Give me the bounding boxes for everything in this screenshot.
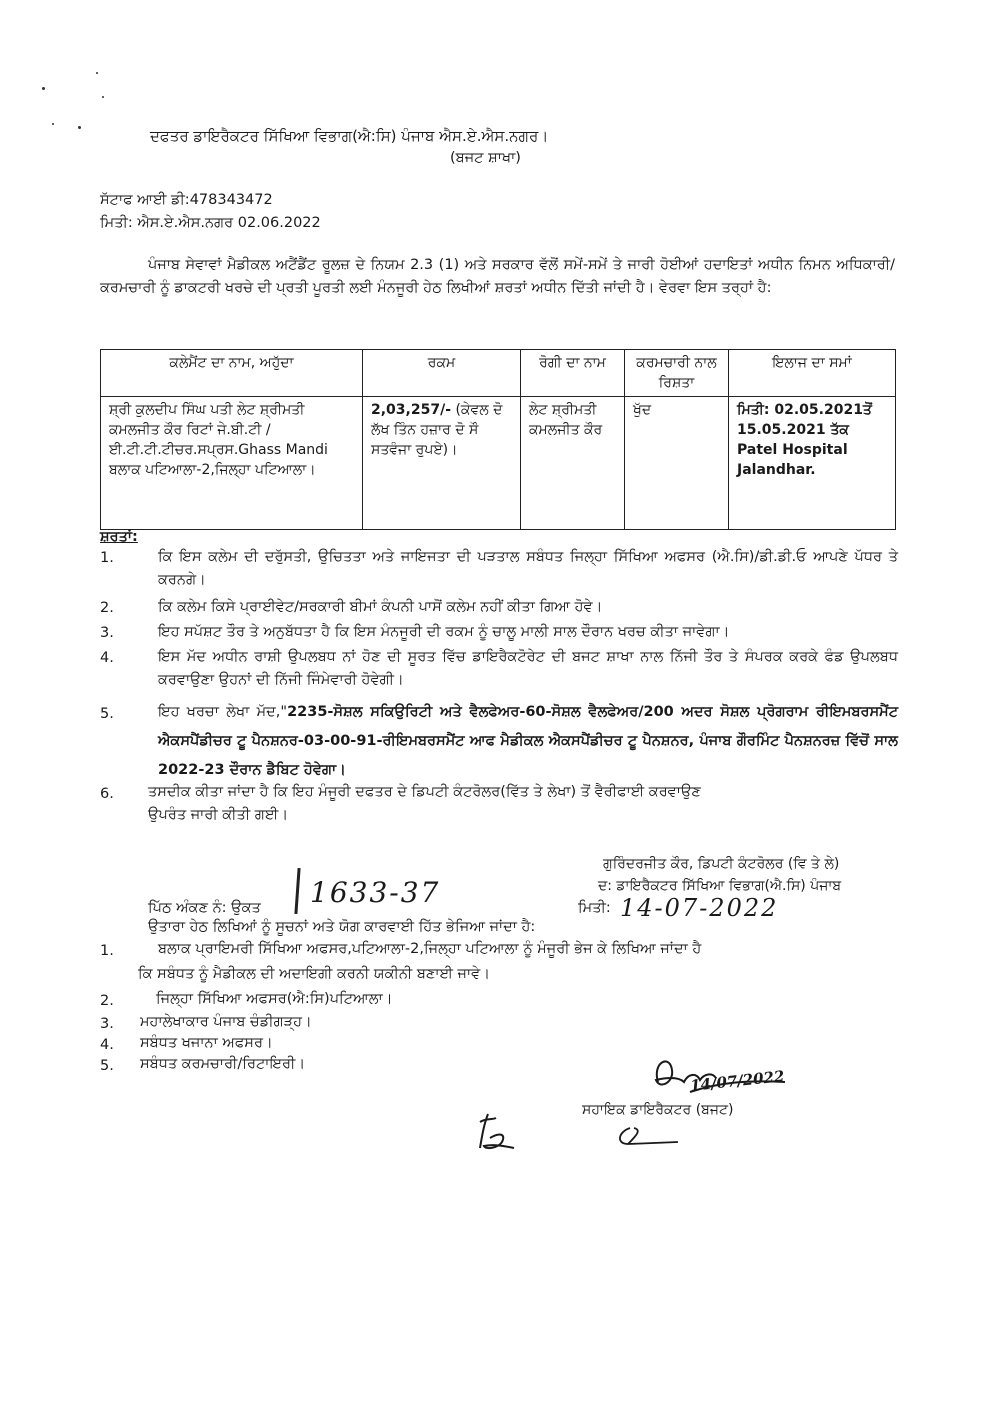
budget-head-lead: ਇਹ ਖਰਚਾ ਲੇਖਾ ਮੱਦ," <box>158 704 288 720</box>
handwritten-bracket <box>294 868 300 914</box>
scan-speck <box>96 72 98 74</box>
condition-number: 2. <box>100 600 114 616</box>
amount-cell <box>363 397 521 530</box>
recipient-text: ਸਬੰਧਤ ਕਰਮਚਾਰੀ/ਰਿਟਾਇਰੀ। <box>140 1056 306 1072</box>
scan-speck <box>102 96 104 98</box>
col-header: ਰਕਮ <box>363 350 521 397</box>
intro-text: ਪੰਜਾਬ ਸੇਵਾਵਾਂ ਮੈਡੀਕਲ ਅਟੈਂਡੈਂਟ ਰੂਲਜ਼ ਦੇ ਨਿਯਮ 2.3 (1) ਅਤੇ ਸਰਕਾਰ ਵੱਲੋਂ ਸਮੇਂ-ਸਮੇਂ ਤੇ ਜਾਰੀ ਹੋਈਆਂ ਹਦਾਇਤਾਂ ਅਧੀਨ ਨਿਮਨ ਅਧਿਕਾਰੀ/ਕਰਮਚਾਰੀ ਨੂੰ ਡਾਕਟਰੀ ਖਰਚੇ ਦੀ ਪ੍ਰਤੀ ਪੂਰਤੀ ਲਈ ਮੰਨਜੂਰੀ ਹੇਠ ਲਿਖੀਆਂ ਸ਼ਰਤਾਂ ਅਧੀਨ ਦਿੱਤੀ ਜਾਂਦੀ ਹੈ। ਵੇਰਵਾ ਇਸ ਤਰ੍ਹਾਂ ਹੈ: <box>100 257 895 296</box>
budget-head: 2235-ਸੋਸ਼ਲ ਸਕਿਉਰਿਟੀ ਅਤੇ ਵੈਲਫੇਅਰ-60-ਸੋਸ਼ਲ ਵੈਲਫੇਅਰ/200 ਅਦਰ ਸੋਸ਼ਲ ਪ੍ਰੋਗਰਾਮ ਰੀਇਮਬਰਸਮੈਂਟ ਐਕਸਪੈਂਡੀਚਰ ਟੂ ਪੈਨਸ਼ਨਰ-03-00-91-ਰੀਇਮਬਰਸਮੈਂਟ ਆਫ ਮੈਡੀਕਲ ਐਕਸਪੈਂਡੀਚਰ ਟੂ ਪੈਨਸ਼ਨਰ, ਪੰਜਾਬ ਗੌਰਮਿੰਟ ਪੈਨਸ਼ਨਰਜ਼ ਵਿੱਚੋਂ ਸਾਲ 2022-23 ਦੌਰਾਨ ਡੈਬਿਟ ਹੋਵੇਗਾ। <box>158 704 899 778</box>
recipient-number: 2. <box>100 993 114 1009</box>
scan-speck <box>78 126 81 129</box>
assistant-signature-date: 14/07/2022 <box>689 1067 786 1095</box>
recipient-number: 4. <box>100 1037 114 1053</box>
condition-number: 5. <box>100 706 114 722</box>
recipient-number: 5. <box>100 1058 114 1074</box>
table-row <box>101 397 896 530</box>
condition-text: ਇਸ ਮੱਦ ਅਧੀਨ ਰਾਸ਼ੀ ਉਪਲਬਧ ਨਾਂ ਹੋਣ ਦੀ ਸੂਰਤ ਵਿੱਚ ਡਾਇਰੈਕਟੋਰੇਟ ਦੀ ਬਜਟ ਸ਼ਾਖਾ ਨਾਲ ਨਿੱਜੀ ਤੌਰ ਤੇ ਸੰਪਰਕ ਕਰਕੇ ਫੰਡ ਉਪਲਬਧ ਕਰਵਾਉਣਾ ਉਹਨਾਂ ਦੀ ਨਿੱਜੀ ਜਿੰਮੇਵਾਰੀ ਹੋਵੇਗੀ। <box>158 649 898 688</box>
office-heading: ਦਫਤਰ ਡਾਇਰੈਕਟਰ ਸਿੱਖਿਆ ਵਿਭਾਗ(ਐ:ਸਿ) ਪੰਜਾਬ ਐਸ.ਏ.ਐਸ.ਨਗਰ। <box>150 127 549 145</box>
scan-speck <box>42 87 45 90</box>
assistant-director-title: ਸਹਾਇਕ ਡਾਇਰੈਕਟਰ (ਬਜਟ) <box>582 1102 734 1118</box>
col-header: ਇਲਾਜ ਦਾ ਸਮਾਂ <box>729 350 896 397</box>
recipient-text: ਜਿਲ੍ਹਾ ਸਿੱਖਿਆ ਅਫਸਰ(ਐ:ਸਿ)ਪਟਿਆਲਾ। <box>156 991 393 1007</box>
endorsement-label: ਪਿੱਠ ਅੰਕਣ ਨੰ: ਉਕਤ <box>148 900 261 916</box>
recipient-number: 1. <box>100 943 114 959</box>
condition-number: 4. <box>100 650 114 666</box>
signatory-office: ਦ: ਡਾਇਰੈਕਟਰ ਸਿੱਖਿਆ ਵਿਭਾਗ(ਐ.ਸਿ) ਪੰਜਾਬ <box>598 878 842 894</box>
recipient-text: ਸਬੰਧਤ ਖਜਾਨਾ ਅਫਸਰ। <box>140 1035 273 1051</box>
condition-number: 1. <box>100 550 114 566</box>
endorsement-date: 14-07-2022 <box>620 894 779 922</box>
table-header-row <box>101 350 896 397</box>
small-signature <box>612 1122 682 1150</box>
recipient-number: 3. <box>100 1016 114 1032</box>
conditions-heading: ਸ਼ਰਤਾਂ: <box>100 529 138 545</box>
col-header: ਕਰਮਚਾਰੀ ਨਾਲ ਰਿਸ਼ਤਾ <box>625 350 729 397</box>
condition-number: 6. <box>100 786 114 802</box>
signatory-name: ਗੁਰਿੰਦਰਜੀਤ ਕੌਰ, ਡਿਪਟੀ ਕੰਟਰੋਲਰ (ਵਿ ਤੇ ਲੇ) <box>603 856 840 872</box>
col-header: ਰੋਗੀ ਦਾ ਨਾਮ <box>521 350 625 397</box>
scan-speck <box>52 123 54 125</box>
col-header: ਕਲੇਮੈਂਟ ਦਾ ਨਾਮ, ਅਹੁੱਦਾ <box>101 350 363 397</box>
intro-paragraph <box>100 254 895 300</box>
amount-value: 2,03,257/- <box>371 402 452 418</box>
condition-text: ਕਿ ਕਲੇਮ ਕਿਸੇ ਪ੍ਰਾਈਵੇਟ/ਸਰਕਾਰੀ ਬੀਮਾਂ ਕੰਪਨੀ ਪਾਸੋਂ ਕਲੇਮ ਨਹੀਂ ਕੀਤਾ ਗਿਆ ਹੋਵੇ। <box>158 599 603 615</box>
endorsement-date-label: ਮਿਤੀ: <box>578 900 611 916</box>
recipient-text-continued: ਕਿ ਸਬੰਧਤ ਨੂੰ ਮੈਡੀਕਲ ਦੀ ਅਦਾਇਗੀ ਕਰਨੀ ਯਕੀਨੀ ਬਣਾਈ ਜਾਵੇ। <box>138 966 491 982</box>
condition-text-budget-head <box>158 698 898 785</box>
endorsement-number: 1633-37 <box>310 876 441 909</box>
claimant-cell: ਸ਼੍ਰੀ ਕੁਲਦੀਪ ਸਿੰਘ ਪਤੀ ਲੇਟ ਸ਼੍ਰੀਮਤੀ ਕਮਲਜੀਤ ਕੌਰ ਰਿਟਾਂ ਜੇ.ਬੀ.ਟੀ /ਈ.ਟੀ.ਟੀ.ਟੀਚਰ.ਸਪ੍ਰਸ.Ghass Mandi ਬਲਾਕ ਪਟਿਆਲਾ-2,ਜਿਲ੍ਹਾ ਪਟਿਆਲਾ। <box>101 397 363 530</box>
branch-subheading: (ਬਜਟ ਸ਼ਾਖਾ) <box>450 150 521 166</box>
initials-signature <box>472 1110 522 1155</box>
staff-id: ਸੱਟਾਫ ਆਈ ਡੀ:478343472 <box>100 192 273 208</box>
treatment-cell: ਮਿਤੀ: 02.05.2021ਤੋਂ 15.05.2021 ਤੱਕ Patel Hospital Jalandhar. <box>729 397 896 530</box>
condition-text: ਤਸਦੀਕ ਕੀਤਾ ਜਾਂਦਾ ਹੈ ਕਿ ਇਹ ਮੰਜੂਰੀ ਦਫਤਰ ਦੇ ਡਿਪਟੀ ਕੰਟਰੋਲਰ(ਵਿੱਤ ਤੇ ਲੇਖਾ) ਤੋਂ ਵੈਰੀਫਾਈ ਕਰਵਾਉਣ ਉਪਰੰਤ ਜਾਰੀ ਕੀਤੀ ਗਈ। <box>148 784 701 823</box>
condition-text: ਕਿ ਇਸ ਕਲੇਮ ਦੀ ਦਰੁੱਸਤੀ, ਉਚਿਤਤਾ ਅਤੇ ਜਾਇਜਤਾ ਦੀ ਪੜਤਾਲ ਸਬੰਧਤ ਜਿਲ੍ਹਾ ਸਿੱਖਿਆ ਅਫਸਰ (ਐ.ਸਿ)/ਡੀ.ਡੀ.ਓ ਆਪਣੇ ਪੱਧਰ ਤੇ ਕਰਨਗੇ। <box>158 549 898 588</box>
relation-cell: ਖੁੱਦ <box>625 397 729 530</box>
condition-text: ਇਹ ਸਪੱਸ਼ਟ ਤੌਰ ਤੇ ਅਨੁਬੱਧਤਾ ਹੈ ਕਿ ਇਸ ਮੰਨਜੂਰੀ ਦੀ ਰਕਮ ਨੂੰ ਚਾਲੂ ਮਾਲੀ ਸਾਲ ਦੌਰਾਨ ਖਰਚ ਕੀਤਾ ਜਾਵੇਗਾ। <box>158 624 730 640</box>
amount-words: (ਕੇਵਲ ਦੋ ਲੱਖ ਤਿੰਨ ਹਜ਼ਾਰ ਦੋ ਸੌ ਸਤਵੰਜਾ ਰੁਪਏ)। <box>371 402 503 458</box>
recipient-text: ਬਲਾਕ ਪ੍ਰਾਇਮਰੀ ਸਿੱਖਿਆ ਅਫਸਰ,ਪਟਿਆਲਾ-2,ਜਿਲ੍ਹਾ ਪਟਿਆਲਾ ਨੂੰ ਮੰਜੂਰੀ ਭੇਜ ਕੇ ਲਿਖਿਆ ਜਾਂਦਾ ਹੈ <box>158 941 702 957</box>
copy-note: ਉਤਾਰਾ ਹੇਠ ਲਿਖਿਆਂ ਨੂੰ ਸੂਚਨਾਂ ਅਤੇ ਯੋਗ ਕਾਰਵਾਈ ਹਿੱਤ ਭੇਜਿਆ ਜਾਂਦਾ ਹੈ: <box>148 919 536 935</box>
claim-table <box>100 349 896 530</box>
recipient-text: ਮਹਾਲੇਖਾਕਾਰ ਪੰਜਾਬ ਚੰਡੀਗੜ੍ਹ। <box>140 1014 312 1030</box>
issue-date: ਮਿਤੀ: ਐਸ.ਏ.ਐਸ.ਨਗਰ 02.06.2022 <box>100 215 321 231</box>
condition-number: 3. <box>100 625 114 641</box>
patient-cell: ਲੇਟ ਸ਼੍ਰੀਮਤੀ ਕਮਲਜੀਤ ਕੌਰ <box>521 397 625 530</box>
